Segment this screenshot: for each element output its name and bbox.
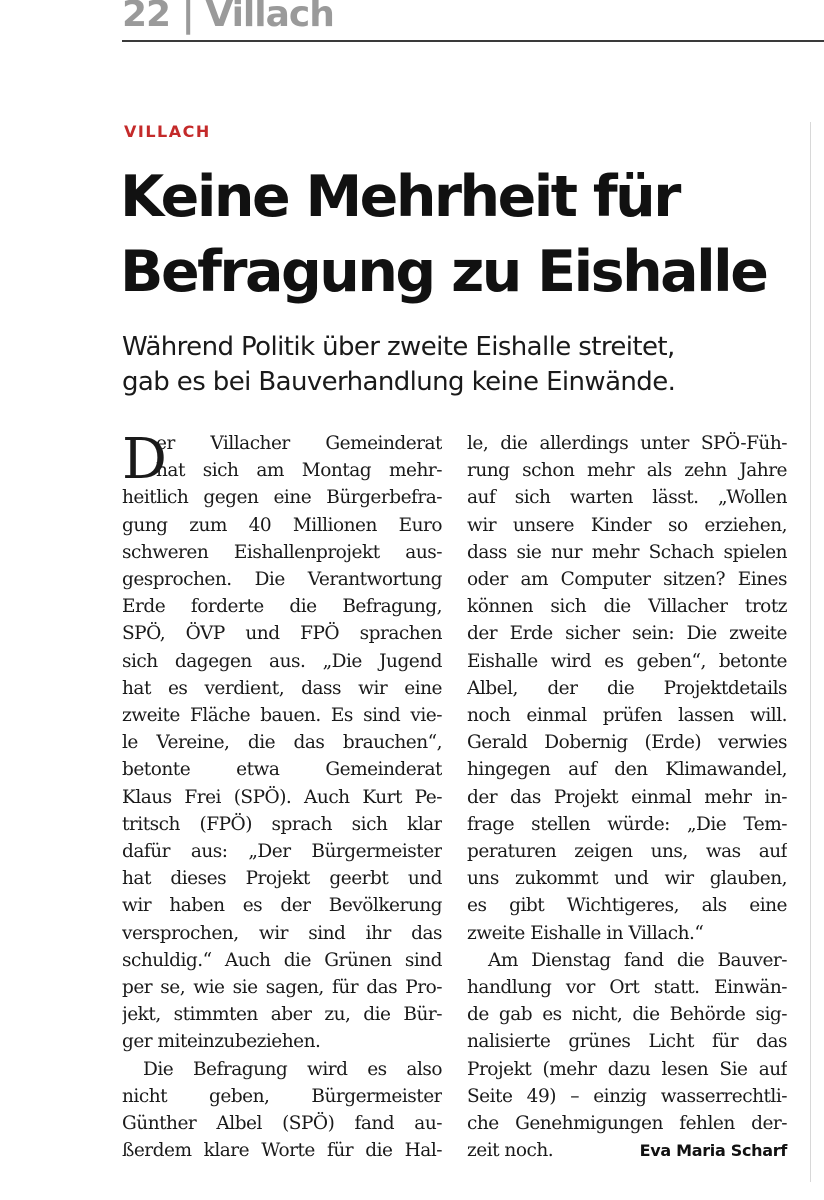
- drop-cap: D: [122, 427, 167, 492]
- text-line: peraturen zeigen uns, was auf: [467, 841, 787, 863]
- text-line: rung schon mehr als zehn Jahre: [467, 460, 787, 482]
- text-line: dass sie nur mehr Schach spielen: [467, 541, 787, 563]
- text-line: auf sich warten lässt. „Wollen: [467, 487, 787, 509]
- headline-line: Befragung zu Eishalle: [120, 239, 767, 305]
- text-line: er Villacher Gemeinderat: [156, 433, 442, 454]
- text-line: per se, wie sie sagen, für das Pro-: [122, 977, 442, 999]
- text-line: hat sich am Montag mehr-: [156, 460, 442, 482]
- text-line: ger miteinzubeziehen.: [122, 1031, 321, 1053]
- text-line: der Erde sicher sein: Die zweite: [467, 623, 787, 645]
- article-kicker: VILLACH: [124, 122, 211, 141]
- text-line: oder am Computer sitzen? Eines: [467, 569, 787, 591]
- article-column-left: [122, 427, 442, 1164]
- text-line: Am Dienstag fand die Bauver-: [488, 949, 787, 971]
- text-line: wir unsere Kinder so erziehen,: [467, 514, 787, 536]
- text-line: gung zum 40 Millionen Euro: [122, 514, 442, 536]
- article-headline: [120, 160, 810, 310]
- text-line: der das Projekt einmal mehr in-: [467, 786, 787, 808]
- text-line: versprochen, wir sind ihr das: [122, 922, 442, 944]
- text-line: heitlich gegen eine Bürgerbefra-: [122, 487, 442, 509]
- text-line: wir haben es der Bevölkerung: [122, 895, 442, 917]
- text-line: SPÖ, ÖVP und FPÖ sprachen: [122, 623, 442, 645]
- running-head: [122, 0, 334, 35]
- text-line: gesprochen. Die Verantwortung: [122, 569, 442, 591]
- text-line: Gerald Dobernig (Erde) verwies: [467, 732, 787, 754]
- text-line: hingegen auf den Klimawandel,: [467, 759, 787, 781]
- text-line: noch einmal prüfen lassen will.: [467, 705, 787, 727]
- text-line: nalisierte grünes Licht für das: [467, 1031, 787, 1053]
- text-line: handlung vor Ort statt. Einwän-: [467, 977, 787, 999]
- text-line: sich dagegen aus. „Die Jugend: [122, 650, 442, 672]
- text-line: frage stellen würde: „Die Tem-: [467, 813, 787, 835]
- text-line: hat dieses Projekt geerbt und: [122, 868, 442, 890]
- text-line: können sich die Villacher trotz: [467, 596, 787, 618]
- page-number: 22: [122, 0, 171, 35]
- text-line: Albel, der die Projektdetails: [467, 677, 787, 699]
- text-line: es gibt Wichtigeres, als eine: [467, 895, 787, 917]
- text-line: hat es verdient, dass wir eine: [122, 677, 442, 699]
- text-line: Günther Albel (SPÖ) fand au-: [122, 1113, 442, 1135]
- text-line: Eishalle wird es geben“, betonte: [467, 650, 787, 672]
- text-line: Die Befragung wird es also: [143, 1058, 442, 1080]
- section-name: Villach: [205, 0, 334, 35]
- header-rule: [122, 40, 824, 42]
- text-line: Seite 49) – einzig wasserrechtli-: [467, 1085, 787, 1107]
- final-line: [467, 1137, 787, 1164]
- text-line: schweren Eishallenprojekt aus-: [122, 541, 442, 563]
- text-line: dafür aus: „Der Bürgermeister: [122, 841, 442, 863]
- text-line: Projekt (mehr dazu lesen Sie auf: [467, 1058, 787, 1080]
- text-line: betonte etwa Gemeinderat: [122, 759, 442, 781]
- headline-line: Keine Mehrheit für: [120, 164, 679, 230]
- text-line: zeit noch.: [467, 1140, 554, 1162]
- column-rule: [810, 122, 811, 1182]
- author-byline: Eva Maria Scharf: [639, 1141, 787, 1161]
- deck-line: gab es bei Bauverhandlung keine Einwände.: [122, 367, 676, 397]
- text-line: uns zukommt und wir glauben,: [467, 868, 787, 890]
- article-column-right: [467, 430, 787, 1164]
- text-line: le Vereine, die das brauchen“,: [122, 732, 442, 754]
- text-line: le, die allerdings unter SPÖ-Füh-: [467, 433, 787, 454]
- text-line: jekt, stimmten aber zu, die Bür-: [122, 1004, 442, 1026]
- text-line: Erde forderte die Befragung,: [122, 596, 442, 618]
- header-separator: |: [181, 0, 194, 35]
- article-deck: [122, 330, 812, 400]
- text-line: schuldig.“ Auch die Grünen sind: [122, 949, 442, 971]
- text-line: nicht geben, Bürgermeister: [122, 1085, 442, 1107]
- deck-line: Während Politik über zweite Eishalle streitet,: [122, 332, 675, 362]
- text-line: zweite Eishalle in Villach.“: [467, 922, 704, 944]
- text-line: zweite Fläche bauen. Es sind vie-: [122, 705, 442, 727]
- text-line: tritsch (FPÖ) sprach sich klar: [122, 813, 442, 835]
- text-line: ßerdem klare Worte für die Hal-: [122, 1140, 442, 1162]
- text-line: de gab es nicht, die Behörde sig-: [467, 1004, 787, 1026]
- text-line: che Genehmigungen fehlen der-: [467, 1113, 787, 1135]
- text-line: Klaus Frei (SPÖ). Auch Kurt Pe-: [122, 786, 442, 808]
